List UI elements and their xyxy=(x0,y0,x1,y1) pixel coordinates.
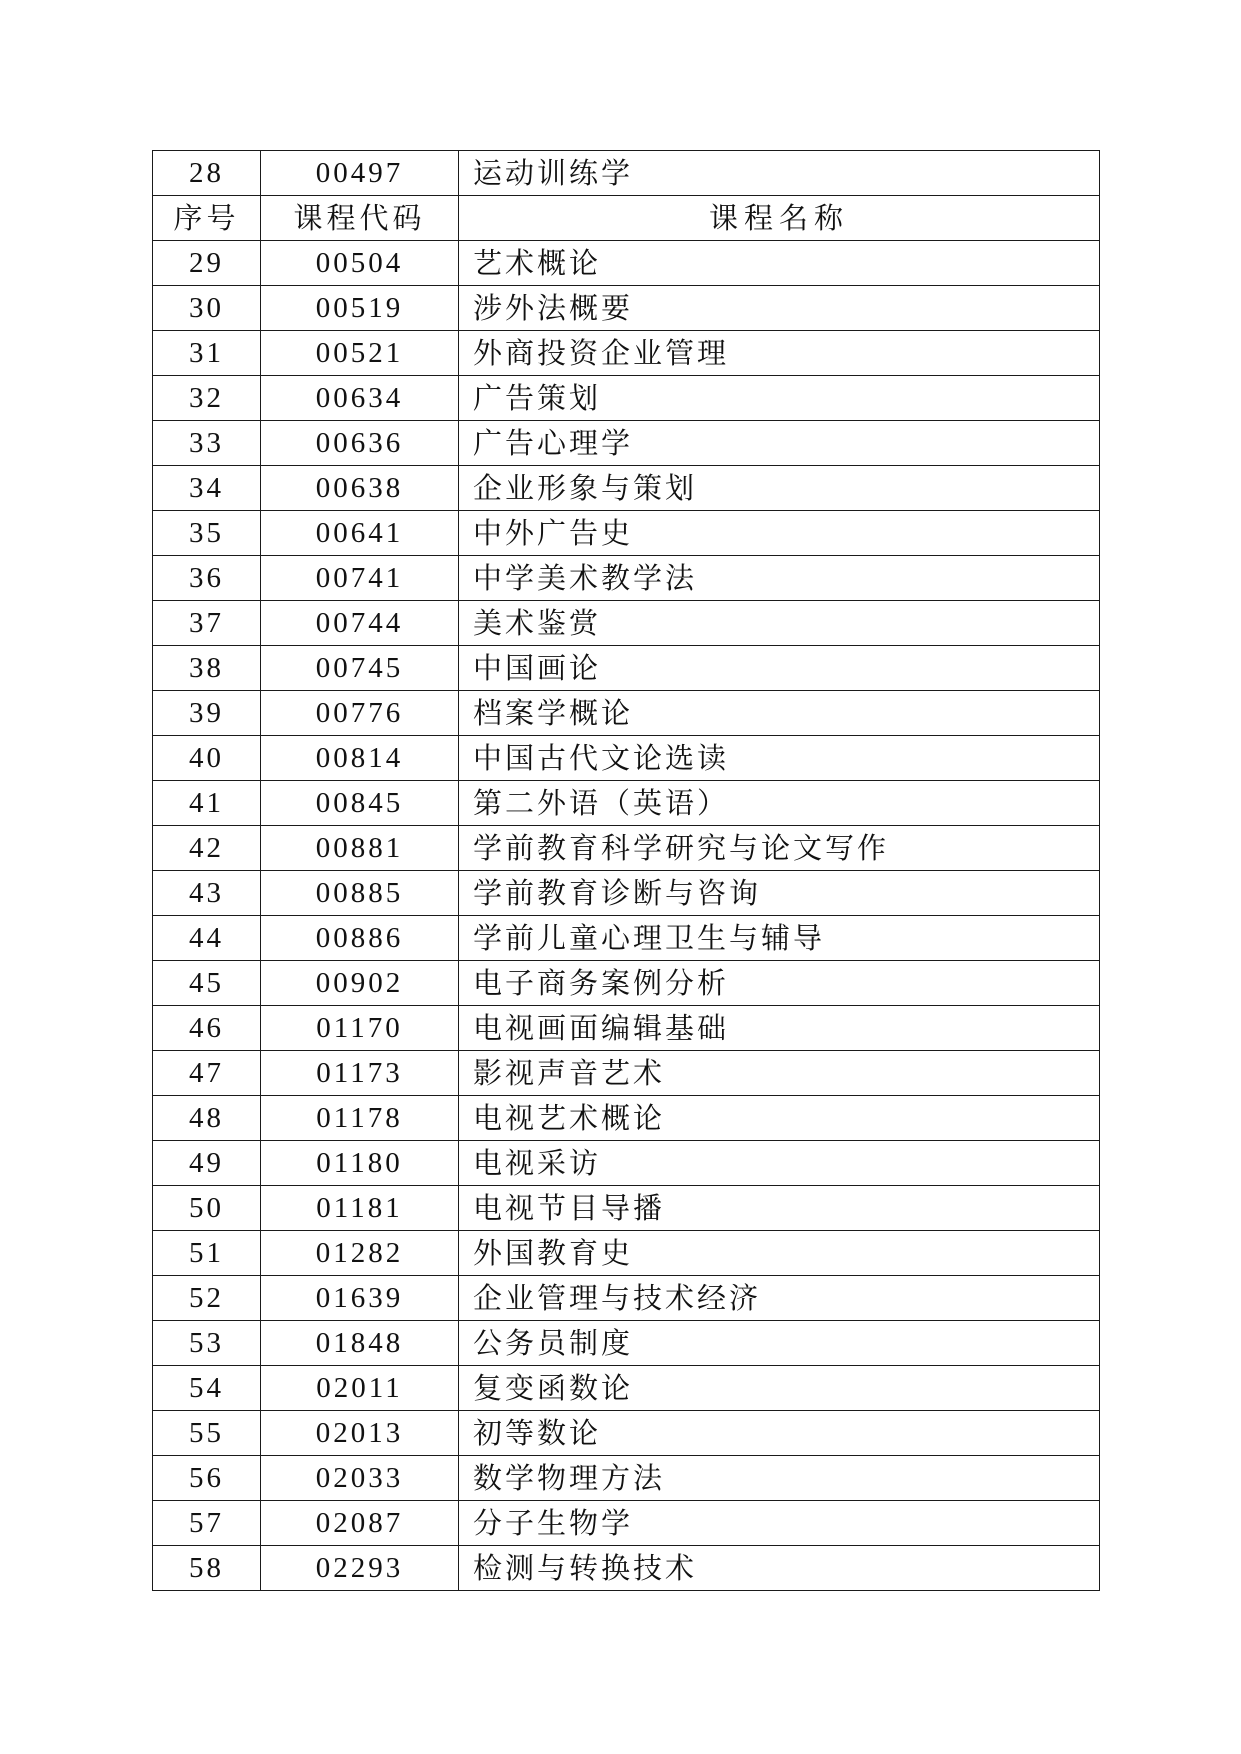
row-course-code: 00845 xyxy=(261,781,459,826)
row-index: 51 xyxy=(153,1231,261,1276)
table-row xyxy=(153,286,1100,331)
row-index: 30 xyxy=(153,286,261,331)
row-course-name: 外国教育史 xyxy=(459,1231,1100,1276)
row-course-code: 02033 xyxy=(261,1456,459,1501)
row-course-name: 外商投资企业管理 xyxy=(459,331,1100,376)
row-course-code: 00886 xyxy=(261,916,459,961)
row-index: 42 xyxy=(153,826,261,871)
row-course-code: 00519 xyxy=(261,286,459,331)
table-row xyxy=(153,1186,1100,1231)
row-course-name: 企业管理与技术经济 xyxy=(459,1276,1100,1321)
row-course-name: 影视声音艺术 xyxy=(459,1051,1100,1096)
row-course-code: 00814 xyxy=(261,736,459,781)
row-course-name: 涉外法概要 xyxy=(459,286,1100,331)
table-row xyxy=(153,1321,1100,1366)
row-index: 38 xyxy=(153,646,261,691)
row-index: 44 xyxy=(153,916,261,961)
row-course-code: 00902 xyxy=(261,961,459,1006)
row-course-name: 电视艺术概论 xyxy=(459,1096,1100,1141)
row-index: 49 xyxy=(153,1141,261,1186)
row-course-name: 数学物理方法 xyxy=(459,1456,1100,1501)
table-row xyxy=(153,376,1100,421)
header-course-name: 课程名称 xyxy=(459,196,1100,241)
table-row xyxy=(153,736,1100,781)
row-course-code: 00638 xyxy=(261,466,459,511)
row-index: 52 xyxy=(153,1276,261,1321)
row-index: 36 xyxy=(153,556,261,601)
row-index: 48 xyxy=(153,1096,261,1141)
row-course-name: 第二外语（英语） xyxy=(459,781,1100,826)
table-row xyxy=(153,241,1100,286)
table-row xyxy=(153,601,1100,646)
row-course-code: 02087 xyxy=(261,1501,459,1546)
table-row xyxy=(153,466,1100,511)
row-course-code: 01170 xyxy=(261,1006,459,1051)
row-course-code: 00497 xyxy=(261,151,459,196)
row-course-name: 档案学概论 xyxy=(459,691,1100,736)
table-row xyxy=(153,1096,1100,1141)
table-row xyxy=(153,1276,1100,1321)
header-index: 序号 xyxy=(153,196,261,241)
row-course-code: 01848 xyxy=(261,1321,459,1366)
row-course-name: 中外广告史 xyxy=(459,511,1100,556)
row-course-name: 美术鉴赏 xyxy=(459,601,1100,646)
row-course-code: 00634 xyxy=(261,376,459,421)
row-index: 32 xyxy=(153,376,261,421)
table-row xyxy=(153,1546,1100,1591)
table-row xyxy=(153,151,1100,196)
header-course-code: 课程代码 xyxy=(261,196,459,241)
row-index: 45 xyxy=(153,961,261,1006)
table-row xyxy=(153,331,1100,376)
row-course-code: 01181 xyxy=(261,1186,459,1231)
row-course-name: 分子生物学 xyxy=(459,1501,1100,1546)
row-index: 35 xyxy=(153,511,261,556)
row-course-name: 电子商务案例分析 xyxy=(459,961,1100,1006)
row-index: 53 xyxy=(153,1321,261,1366)
row-course-code: 01180 xyxy=(261,1141,459,1186)
row-course-code: 01639 xyxy=(261,1276,459,1321)
row-course-name: 学前教育诊断与咨询 xyxy=(459,871,1100,916)
row-index: 46 xyxy=(153,1006,261,1051)
row-course-name: 学前教育科学研究与论文写作 xyxy=(459,826,1100,871)
table-row xyxy=(153,1231,1100,1276)
row-index: 39 xyxy=(153,691,261,736)
row-index: 29 xyxy=(153,241,261,286)
table-row xyxy=(153,961,1100,1006)
row-index: 28 xyxy=(153,151,261,196)
row-course-code: 00776 xyxy=(261,691,459,736)
row-course-code: 00504 xyxy=(261,241,459,286)
row-index: 56 xyxy=(153,1456,261,1501)
row-index: 37 xyxy=(153,601,261,646)
table-row xyxy=(153,781,1100,826)
row-index: 43 xyxy=(153,871,261,916)
table-row xyxy=(153,556,1100,601)
course-table xyxy=(152,150,1100,1591)
row-course-code: 00745 xyxy=(261,646,459,691)
row-index: 58 xyxy=(153,1546,261,1591)
row-index: 34 xyxy=(153,466,261,511)
row-course-name: 检测与转换技术 xyxy=(459,1546,1100,1591)
row-course-name: 电视画面编辑基础 xyxy=(459,1006,1100,1051)
row-course-code: 00741 xyxy=(261,556,459,601)
row-index: 31 xyxy=(153,331,261,376)
row-course-name: 公务员制度 xyxy=(459,1321,1100,1366)
table-row xyxy=(153,421,1100,466)
row-course-name: 运动训练学 xyxy=(459,151,1100,196)
row-course-code: 00521 xyxy=(261,331,459,376)
table-row xyxy=(153,691,1100,736)
row-course-code: 02293 xyxy=(261,1546,459,1591)
row-index: 55 xyxy=(153,1411,261,1456)
row-course-code: 00885 xyxy=(261,871,459,916)
table-row xyxy=(153,1051,1100,1096)
row-course-code: 00881 xyxy=(261,826,459,871)
table-row xyxy=(153,1411,1100,1456)
row-index: 50 xyxy=(153,1186,261,1231)
row-course-code: 01282 xyxy=(261,1231,459,1276)
row-course-name: 电视节目导播 xyxy=(459,1186,1100,1231)
row-course-name: 中国画论 xyxy=(459,646,1100,691)
table-row xyxy=(153,1006,1100,1051)
row-course-code: 02011 xyxy=(261,1366,459,1411)
row-course-code: 00636 xyxy=(261,421,459,466)
row-index: 57 xyxy=(153,1501,261,1546)
row-course-code: 00641 xyxy=(261,511,459,556)
row-course-name: 电视采访 xyxy=(459,1141,1100,1186)
table-row xyxy=(153,1501,1100,1546)
table-row xyxy=(153,1141,1100,1186)
table-row xyxy=(153,871,1100,916)
table-header-row xyxy=(153,196,1100,241)
row-course-code: 01178 xyxy=(261,1096,459,1141)
row-course-name: 复变函数论 xyxy=(459,1366,1100,1411)
table-row xyxy=(153,1366,1100,1411)
row-course-name: 学前儿童心理卫生与辅导 xyxy=(459,916,1100,961)
row-index: 33 xyxy=(153,421,261,466)
row-course-code: 00744 xyxy=(261,601,459,646)
row-index: 41 xyxy=(153,781,261,826)
row-course-code: 01173 xyxy=(261,1051,459,1096)
row-index: 47 xyxy=(153,1051,261,1096)
row-course-name: 初等数论 xyxy=(459,1411,1100,1456)
table-row xyxy=(153,511,1100,556)
row-index: 40 xyxy=(153,736,261,781)
row-course-name: 中国古代文论选读 xyxy=(459,736,1100,781)
row-course-name: 企业形象与策划 xyxy=(459,466,1100,511)
table-row xyxy=(153,826,1100,871)
table-row xyxy=(153,646,1100,691)
row-course-name: 中学美术教学法 xyxy=(459,556,1100,601)
table-row xyxy=(153,916,1100,961)
row-course-name: 艺术概论 xyxy=(459,241,1100,286)
row-index: 54 xyxy=(153,1366,261,1411)
course-table-body xyxy=(153,151,1100,1591)
table-row xyxy=(153,1456,1100,1501)
row-course-name: 广告策划 xyxy=(459,376,1100,421)
row-course-code: 02013 xyxy=(261,1411,459,1456)
row-course-name: 广告心理学 xyxy=(459,421,1100,466)
